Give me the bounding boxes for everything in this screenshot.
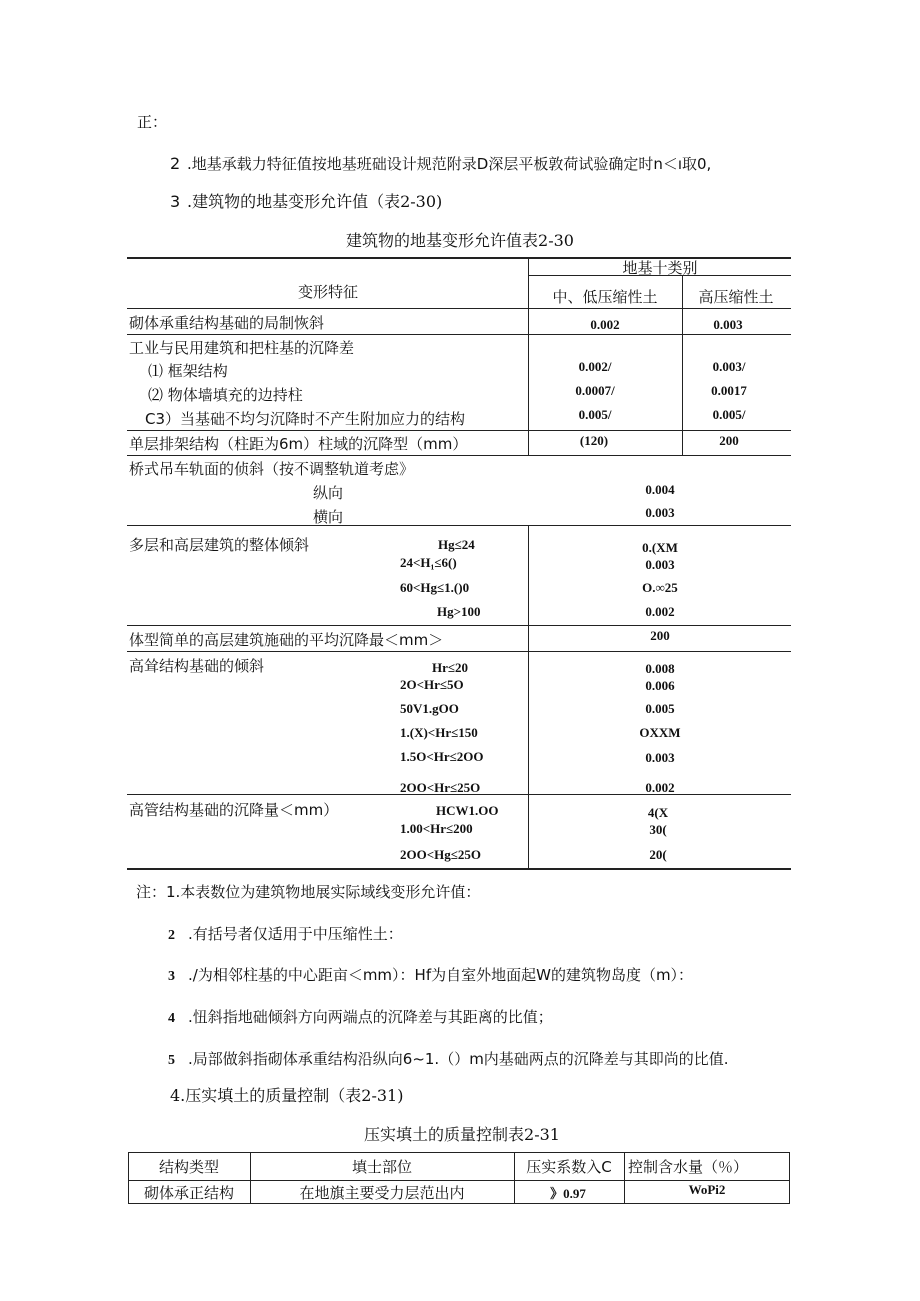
row5-cond-4: Hg>100 [437,604,481,619]
row6-value: 200 [650,628,670,643]
table2-header-fill-location: 填士部位 [351,1158,413,1176]
row5-label: 多层和高层建筑的整体倾斜 [129,536,310,554]
row4-value-2: 0.003 [645,505,675,520]
row7-value-5: 0.003 [645,750,675,765]
row8-cond-2: 1.00<Hr≤200 [400,821,473,836]
note-4-number: 4 [168,1011,175,1026]
row1-value-high: 0.003 [713,317,743,332]
row2-sub3: C3）当基础不均匀沉降时不产生附加应力的结构 [145,410,466,428]
table2-caption: 压实填土的质量控制表2-31 [364,1125,560,1144]
row2-value-high-b: 0.0017 [711,383,747,398]
row2-value-low-a: 0.002/ [578,359,612,374]
note-5-number: 5 [168,1053,175,1068]
row3-label: 单层排架结构（柱距为6m）柱域的沉降型（mm） [129,435,468,453]
header-low-mid: 中、低压缩性土 [552,288,658,306]
row5-value-2: 0.003 [645,557,675,572]
row5-value-4: 0.002 [645,604,675,619]
row7-value-4: OXXM [639,725,681,740]
table2-row1-compaction: 》0.97 [550,1186,586,1201]
row8-value-3: 20( [649,847,667,862]
row8-cond-3: 2OO<Hg≤25O [400,847,481,862]
table2-header-compaction: 压实系数入C [526,1158,612,1176]
table2-row1-fill-location: 在地旗主要受力层范出内 [299,1184,465,1202]
row7-value-6: 0.002 [645,780,675,795]
row6-label: 体型简单的高层建筑施础的平均沉降最＜mm＞ [129,631,444,649]
row5-value-1: 0.(XM [642,540,678,555]
table2-header-moisture: 控制含水量（％） [627,1158,749,1176]
note-2-number: 2 [168,928,175,943]
note-3-number: 3 [168,969,175,984]
row8-label: 高管结构基础的沉降量＜mm） [129,801,339,819]
row4-sub-transverse: 横向 [313,508,344,526]
row2-value-high-c: 0.005/ [712,407,746,422]
row1-label: 砌体承重结构基础的局制恢斜 [129,314,325,332]
row7-value-1: 0.008 [645,661,675,676]
row2-label: 工业与民用建筑和把柱基的沉降差 [129,339,355,357]
table2-header-structure: 结构类型 [158,1158,220,1176]
table1-caption: 建筑物的地基变形允许值表2-30 [346,231,574,250]
row5-cond-3: 60<Hg≤1.()0 [400,580,470,595]
table2-row1-moisture: WoPi2 [688,1182,726,1197]
row7-cond-5: 1.5O<Hr≤2OO [400,749,484,764]
row2-sub2: ⑵ 物体墙填充的边持柱 [148,386,303,404]
header-high: 高压缩性土 [698,288,774,306]
row7-label: 高耸结构基础的倾斜 [129,657,265,675]
row8-value-1: 4(X [647,805,669,820]
note-4-text: .忸斜指地础倾斜方向两端点的沉降差与其距离的比值； [188,1008,553,1026]
item3-text: .建筑物的地基变形允许值（表2-30) [187,192,443,211]
row7-value-2: 0.006 [645,678,675,693]
item2-text: .地基承载力特征值按地基班础设计规范附录D深层平板敦荷试验确定时n＜ı取0, [187,155,712,173]
row7-cond-3: 50V1.gOO [400,701,459,716]
row2-value-high-a: 0.003/ [712,359,746,374]
row3-value-low: (120) [579,433,609,448]
row4-value-1: 0.004 [645,482,675,497]
row8-value-2: 30( [649,822,667,837]
note-3-text: ./为相邻柱基的中心距亩＜mm）：Hf为自室外地面起W的建筑物岛度（m）： [188,966,694,984]
note-2-text: .有括号者仅适用于中压缩性土： [188,925,403,943]
intro-line0: 正： [137,113,168,131]
item2-number: 2 [170,154,181,173]
row7-value-3: 0.005 [645,701,675,716]
row7-cond-6: 2OO<Hr≤25O [400,780,481,795]
section4-heading: 4.压实填土的质量控制（表2-31) [170,1086,404,1105]
row7-cond-4: 1.(X)<Hr≤150 [400,725,478,740]
row8-cond-1: HCW1.OO [436,803,499,818]
item3-number: 3 [170,192,181,211]
row5-cond-1: Hg≤24 [438,537,475,552]
note-5-text: .局部做斜指砌体承重结构沿纵向6~1.（）m内基础两点的沉降差与其即尚的比值. [188,1050,729,1068]
row1-value-low: 0.002 [590,317,620,332]
row4-label: 桥式吊车轨面的侦斜（按不调整轨道考虑》 [129,460,415,478]
row5-cond-2: 24<H₁≤6() [400,555,457,570]
row4-sub-longitudinal: 纵向 [313,484,344,502]
row3-value-high: 200 [719,433,739,448]
row5-value-3: O.∞25 [642,580,678,595]
table2-row1-structure: 砌体承正结构 [143,1184,235,1202]
row7-cond-1: Hr≤20 [432,660,469,675]
note-1: 注：1.本表数位为建筑物地展实际域线变形允许值： [136,883,481,901]
row7-cond-2: 2O<Hr≤5O [400,677,464,692]
header-feature: 变形特征 [297,283,359,301]
header-soil-type: 地基十类别 [622,259,698,277]
row2-value-low-c: 0.005/ [578,407,612,422]
row2-sub1: ⑴ 框架结构 [148,362,228,380]
row2-value-low-b: 0.0007/ [575,383,615,398]
